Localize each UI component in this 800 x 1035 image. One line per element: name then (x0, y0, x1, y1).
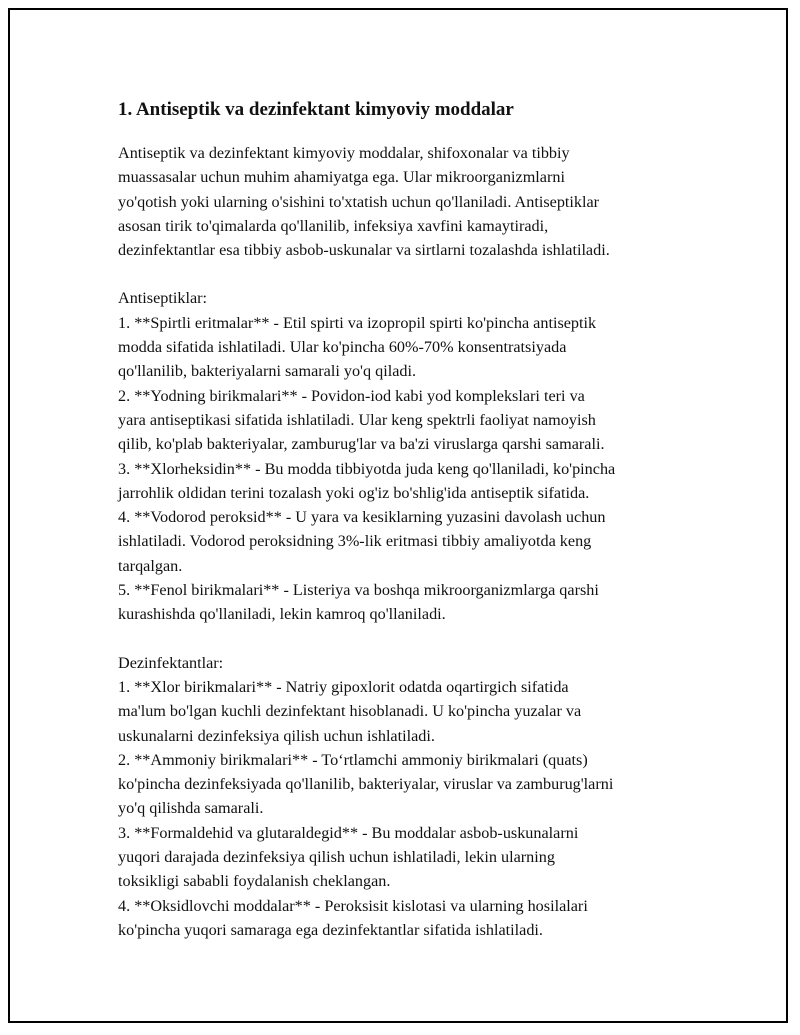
antiseptics-line: ishlatiladi. Vodorod peroksidning 3%-lik eritmasi tibbiy amaliyotda keng (118, 532, 592, 551)
disinfectants-line: yuqori darajada dezinfeksiya qilish uchun ishlatiladi, lekin ularning (118, 848, 555, 867)
intro-line: dezinfektantlar esa tibbiy asbob-uskunalar va sirtlarni tozalashda ishlatiladi. (118, 241, 610, 260)
disinfectants-line: ko'pincha dezinfeksiyada qo'llanilib, bakteriyalar, viruslar va zamburug'larni (118, 775, 614, 794)
intro-line: yo'qotish yoki ularning o'sishini to'xtatish uchun qo'llaniladi. Antiseptiklar (118, 192, 600, 211)
antiseptics-line: yara antiseptikasi sifatida ishlatiladi. Ular keng spektrli faoliyat namoyish (118, 410, 596, 429)
antiseptics-line: 4. **Vodorod peroksid** - U yara va kesiklarning yuzasini davolash uchun (118, 508, 606, 527)
antiseptics-section (118, 286, 698, 626)
antiseptics-line: qilib, ko'plab bakteriyalar, zamburug'lar va ba'zi viruslarga qarshi samarali. (118, 435, 605, 454)
antiseptics-line: kurashishda qo'llaniladi, lekin kamroq qo'llaniladi. (118, 605, 446, 624)
disinfectants-line: 2. **Ammoniy birikmalari** - To‘rtlamchi ammoniy birikmalari (quats) (118, 750, 588, 769)
antiseptics-line: tarqalgan. (118, 556, 183, 575)
intro-line: asosan tirik to'qimalarda qo'llanilib, infeksiya xavfini kamaytiradi, (118, 216, 549, 235)
antiseptics-line: 1. **Spirtli eritmalar** - Etil spirti va izopropil spirti ko'pincha antiseptik (118, 313, 597, 332)
disinfectants-line: 3. **Formaldehid va glutaraldegid** - Bu moddalar asbob-uskunalarni (118, 823, 579, 842)
disinfectants-line: toksikligi sababli foydalanish cheklangan. (118, 872, 391, 891)
antiseptics-line: qo'llanilib, bakteriyalarni samarali yo'q qiladi. (118, 362, 417, 381)
disinfectants-line: 4. **Oksidlovchi moddalar** - Peroksisit kislotasi va ularning hosilalari (118, 896, 588, 915)
intro-paragraph (118, 141, 698, 262)
antiseptics-line: 3. **Xlorheksidin** - Bu modda tibbiyotda juda keng qo'llaniladi, ko'pincha (118, 459, 616, 478)
antiseptics-line: 5. **Fenol birikmalari** - Listeriya va boshqa mikroorganizmlarga qarshi (118, 581, 599, 600)
intro-line: Antiseptik va dezinfektant kimyoviy moddalar, shifoxonalar va tibbiy (118, 144, 570, 162)
disinfectants-line: uskunalarni dezinfeksiya qilish uchun ishlatiladi. (118, 726, 435, 745)
antiseptics-heading: Antiseptiklar: (118, 289, 208, 308)
disinfectants-line: yo'q qilishda samarali. (118, 799, 264, 818)
antiseptics-line: 2. **Yodning birikmalari** - Povidon-iod kabi yod komplekslari teri va (118, 386, 585, 405)
intro-line: muassasalar uchun muhim ahamiyatga ega. Ular mikroorganizmlarni (118, 168, 565, 187)
document-body (118, 98, 698, 942)
page-frame (8, 8, 788, 1023)
disinfectants-line: ko'pincha yuqori samaraga ega dezinfektantlar sifatida ishlatiladi. (118, 920, 543, 939)
antiseptics-line: jarrohlik oldidan terini tozalash yoki og'iz bo'shlig'ida antiseptik sifatida. (118, 483, 590, 502)
disinfectants-line: 1. **Xlor birikmalari** - Natriy gipoxlorit odatda oqartirgich sifatida (118, 677, 569, 696)
paragraph-spacer (118, 262, 698, 286)
disinfectants-line: ma'lum bo'lgan kuchli dezinfektant hisoblanadi. U ko'pincha yuzalar va (118, 702, 582, 721)
antiseptics-line: modda sifatida ishlatiladi. Ular ko'pincha 60%-70% konsentratsiyada (118, 338, 567, 357)
disinfectants-section (118, 651, 698, 943)
disinfectants-heading: Dezinfektantlar: (118, 653, 224, 672)
paragraph-spacer (118, 627, 698, 651)
document-title: 1. Antiseptik va dezinfektant kimyoviy moddalar (118, 99, 514, 120)
